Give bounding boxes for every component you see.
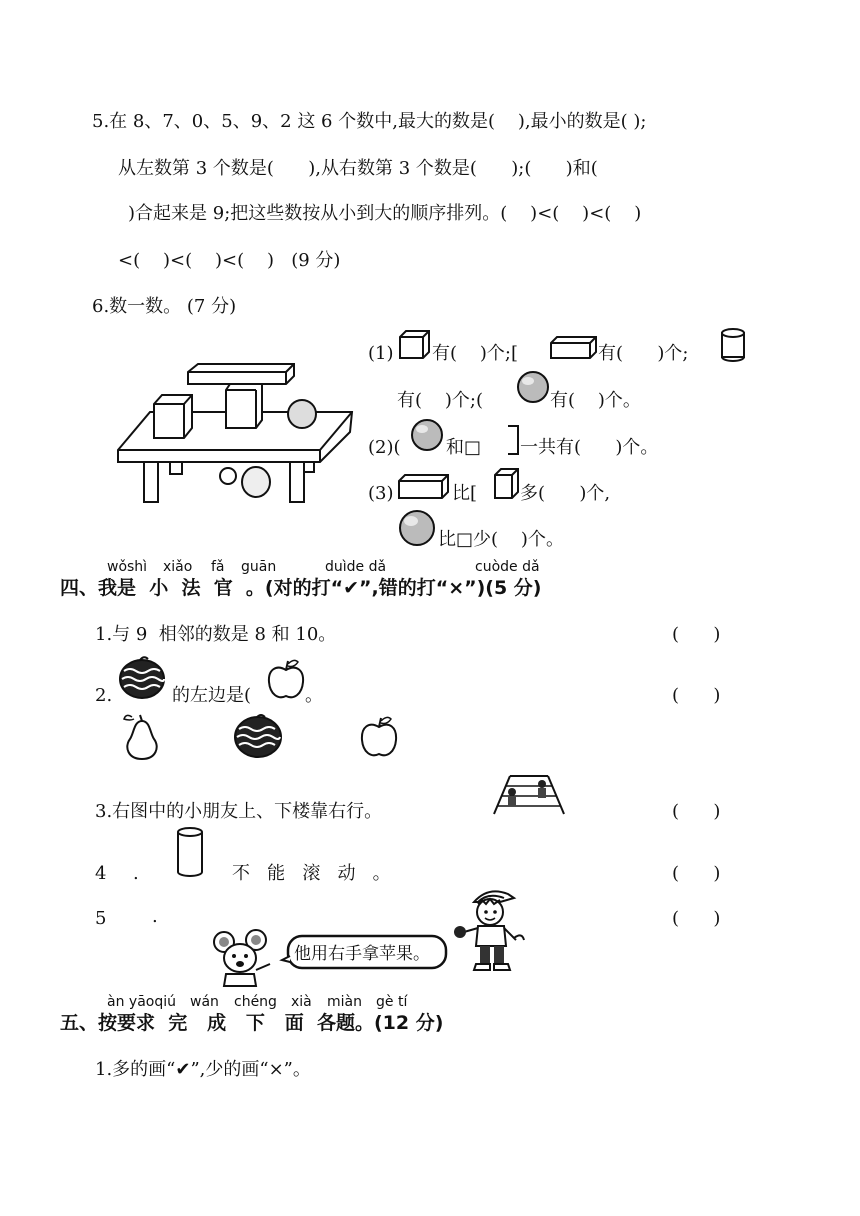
s4-item1-text: 1.与 9 相邻的数是 8 和 10。 (95, 624, 337, 645)
s4-item4-dot: . (133, 863, 139, 884)
pinyin-cuode: cuòde dǎ (475, 559, 540, 575)
q6-p1-cuboid-count: 有( )个; (598, 343, 689, 364)
cuboid-icon (398, 474, 450, 500)
s4-item2-answer-box[interactable]: ( ) (672, 685, 721, 706)
s4-item4-answer-box[interactable]: ( ) (672, 863, 721, 884)
q5-line4: <( )<( )<( ) (9 分) (118, 250, 341, 271)
q6-p1-cylinder-count: 有( )个;( (397, 390, 484, 411)
q5-line3: )合起来是 9;把这些数按从小到大的顺序排列。( )<( )<( ) (128, 203, 642, 224)
q5-line2: 从左数第 3 个数是( ),从右数第 3 个数是( );( )和( (118, 158, 598, 179)
q6-p1-label: (1) (368, 343, 394, 364)
pinyin-woshi: wǒshì (107, 559, 148, 575)
watermelon-icon (118, 655, 166, 701)
apple-icon (266, 658, 306, 702)
pinyin-xia: xià (291, 994, 312, 1010)
watermelon-icon (233, 713, 283, 759)
apple-icon (358, 715, 400, 761)
s4-item2-text: 的左边是( (172, 685, 252, 706)
q6-title: 6.数一数。 (7 分) (92, 296, 237, 317)
pinyin-geti: gè tí (376, 994, 408, 1010)
cube-icon (399, 330, 431, 360)
q6-p1-sphere-count: 有( )个。 (550, 390, 641, 411)
pinyin-cheng: chéng (234, 994, 277, 1010)
q6-p3-more: 多( )个, (520, 483, 611, 504)
boy-holding-apple-illustration (452, 884, 536, 974)
q6-p2-total: 一共有( )个。 (520, 437, 659, 458)
s4-item5-num: 5 (95, 908, 107, 929)
q6-p2-and: 和□ (446, 437, 482, 458)
s4-item4-text: 不 能 滚 动 。 (232, 863, 391, 884)
speech-bubble-text: 他用右手拿苹果。 (294, 944, 430, 964)
q6-p2-label: (2)( (368, 437, 401, 458)
mouse-character-illustration (212, 930, 282, 986)
sphere-icon (410, 418, 444, 452)
s4-item4-num: 4 (95, 863, 107, 884)
cylinder-icon (175, 826, 205, 878)
cube-icon (494, 468, 520, 500)
pear-icon (120, 713, 164, 763)
s4-item2-tail: 。 (305, 685, 323, 706)
s4-item3-answer-box[interactable]: ( ) (672, 801, 721, 822)
s4-item5-answer-box[interactable]: ( ) (672, 908, 721, 929)
table-with-shapes-illustration (118, 362, 358, 512)
q6-p3-compare: 比[ (452, 483, 478, 504)
cuboid-icon (550, 336, 598, 360)
pinyin-guan: guān (241, 559, 277, 575)
cylinder-icon (720, 328, 746, 362)
s4-item3-text: 3.右图中的小朋友上、下楼靠右行。 (95, 801, 383, 822)
sphere-icon (398, 509, 436, 547)
s4-item2-num: 2. (95, 685, 113, 706)
sphere-icon (516, 370, 550, 404)
children-on-stairs-illustration (492, 772, 566, 816)
s5-item1-text: 1.多的画“✔”,少的画“×”。 (95, 1059, 311, 1080)
q5-line1: 5.在 8、7、0、5、9、2 这 6 个数中,最大的数是( ),最小的数是( ); (92, 111, 647, 132)
s4-item5-dot: . (152, 906, 158, 927)
pinyin-fa: fǎ (211, 559, 225, 575)
pinyin-duide: duìde dǎ (325, 559, 387, 575)
pinyin-anyaoqiu: àn yāoqiú (107, 994, 176, 1010)
q6-p1-cube-count: 有( )个;[ (432, 343, 519, 364)
cylinder-icon (506, 424, 520, 456)
pinyin-mian: miàn (327, 994, 362, 1010)
q6-p3-less: 比□少( )个。 (438, 529, 564, 550)
pinyin-xiao: xiǎo (163, 559, 193, 575)
pinyin-wan: wán (190, 994, 219, 1010)
q6-p3-label: (3) (368, 483, 394, 504)
section5-heading: 五、按要求 完 成 下 面 各题。(12 分) (60, 1012, 444, 1034)
s4-item1-answer-box[interactable]: ( ) (672, 624, 721, 645)
section4-heading: 四、我是 小 法 官 。(对的打“✔”,错的打“×”)(5 分) (60, 577, 542, 599)
